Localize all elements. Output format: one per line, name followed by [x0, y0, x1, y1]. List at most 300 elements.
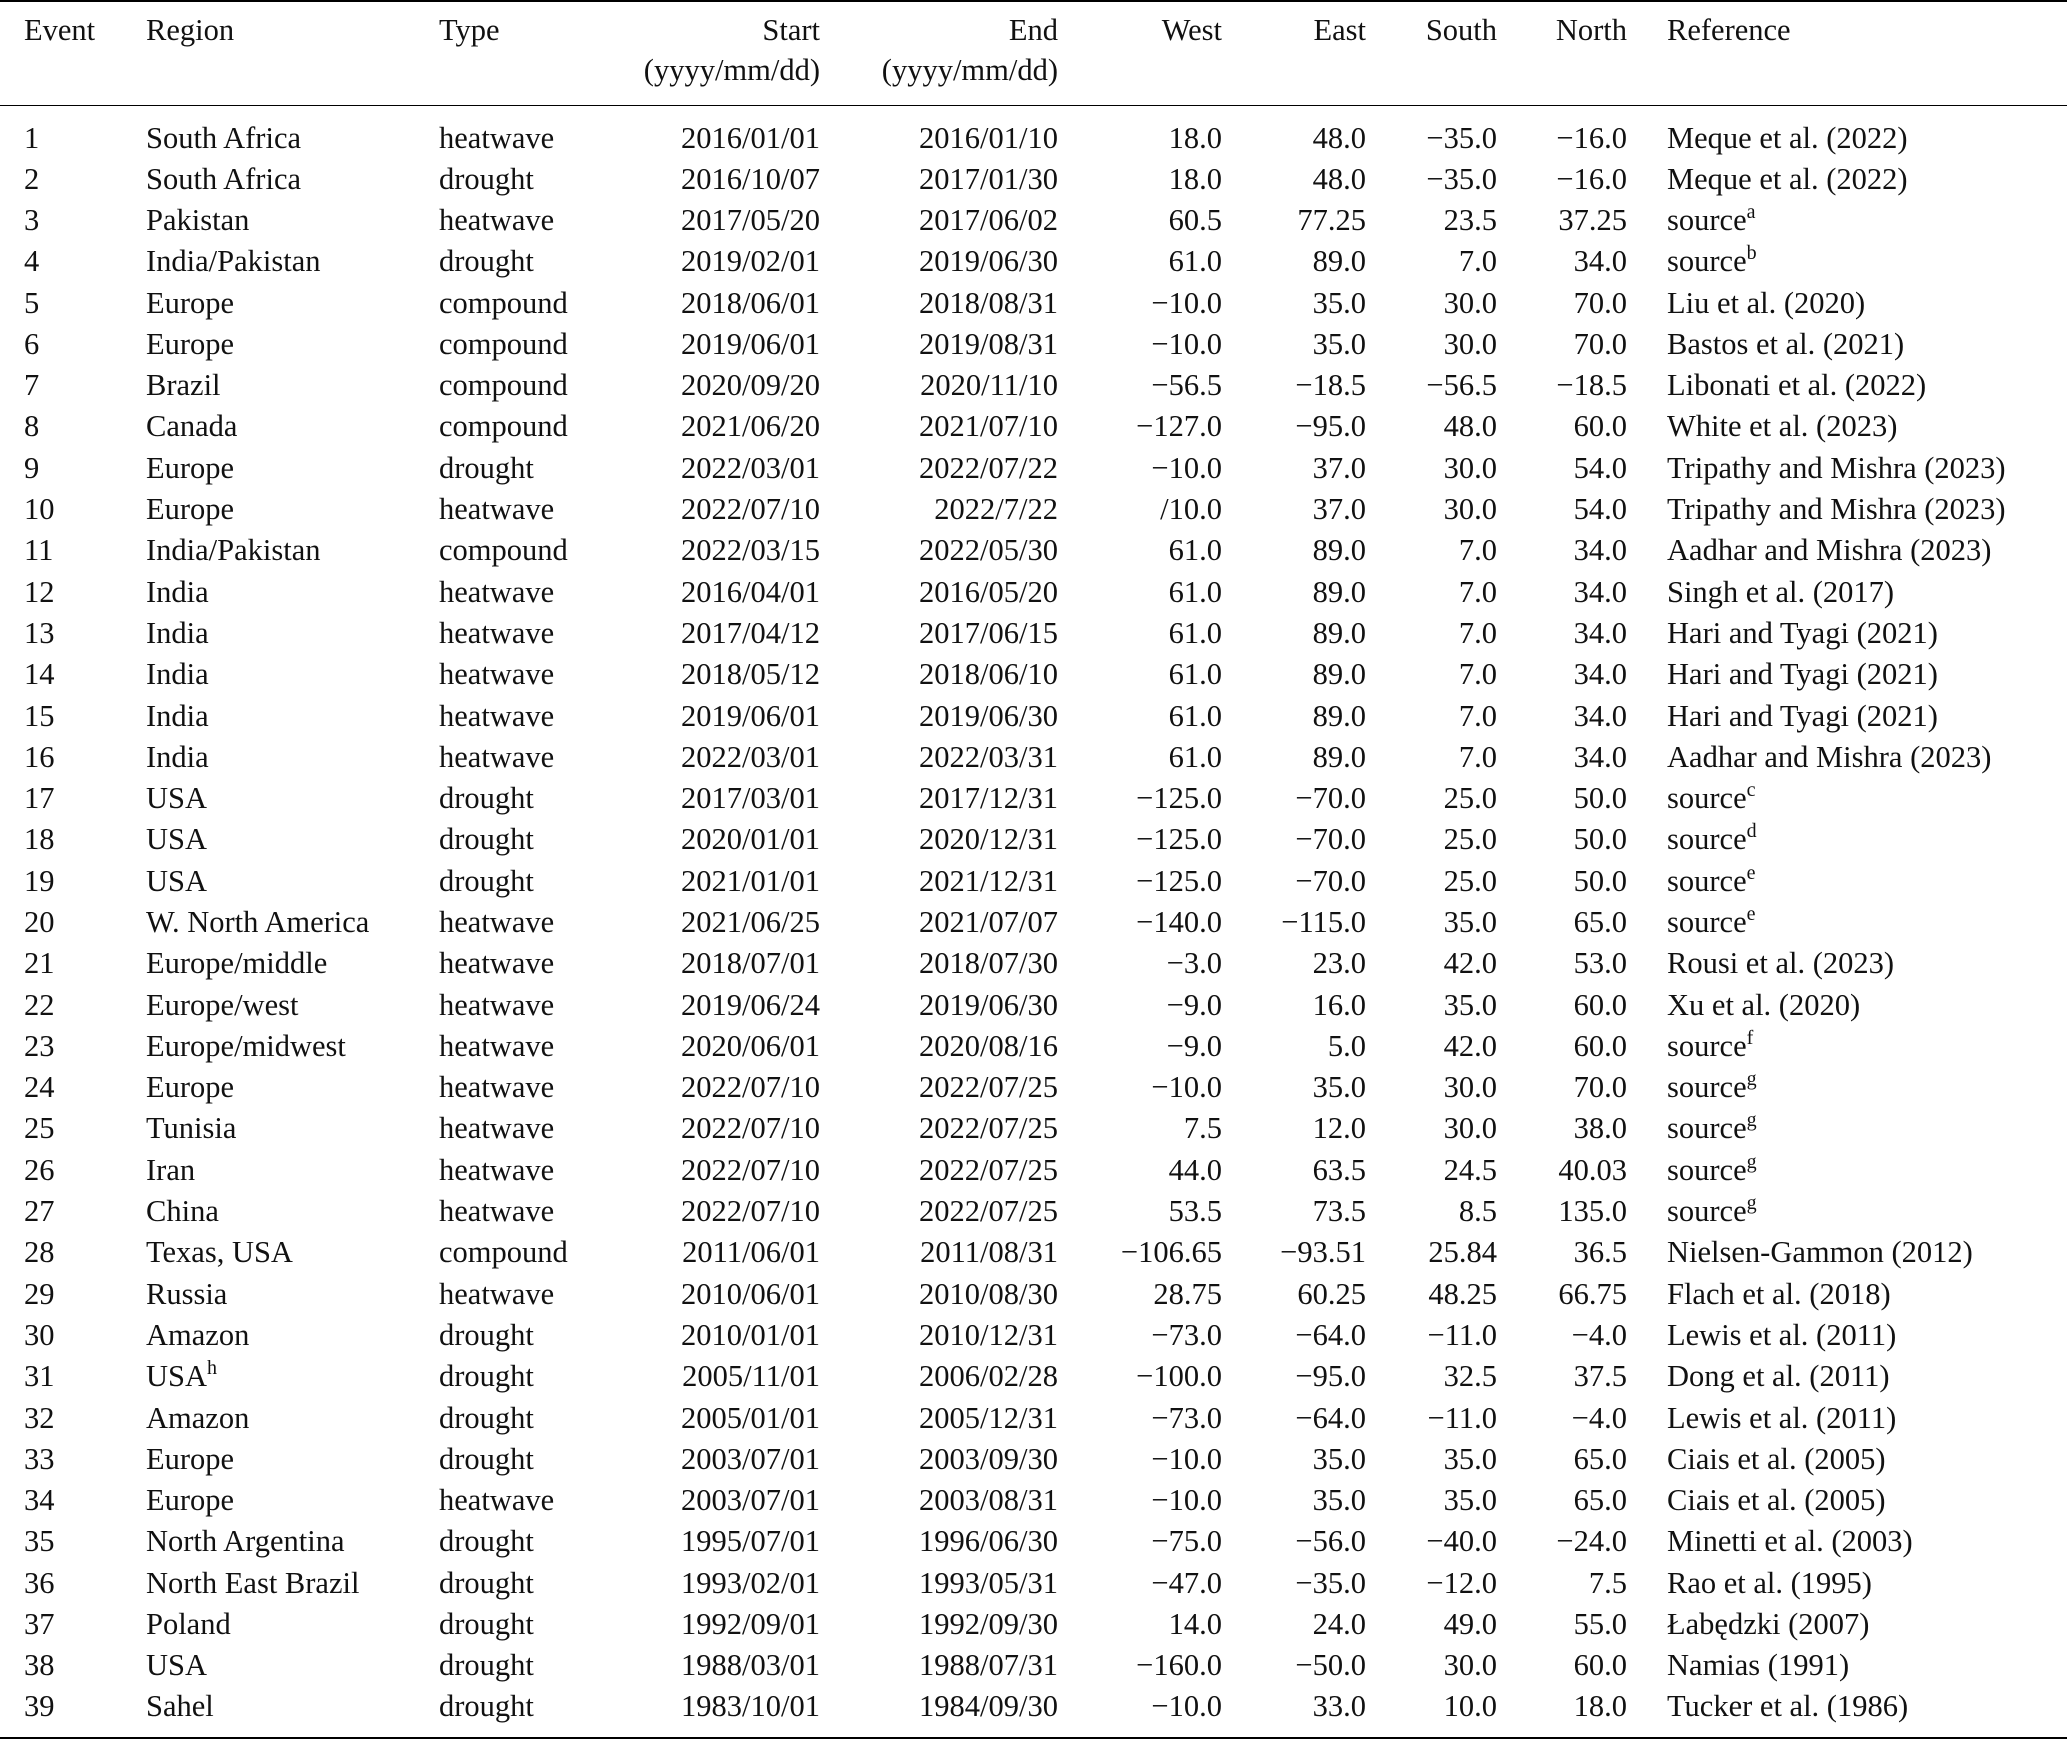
cell-start-text: 2018/07/01: [681, 946, 820, 981]
cell-end-text: 2020/11/10: [920, 368, 1058, 403]
cell-south: [1366, 737, 1497, 778]
cell-south-text: 48.25: [1428, 1276, 1497, 1311]
cell-reference-text: source: [1667, 904, 1747, 939]
cell-region: [146, 1645, 439, 1686]
cell-end-text: 2017/06/02: [919, 202, 1058, 237]
cell-end-text: 2022/7/22: [934, 492, 1058, 527]
cell-reference: [1627, 943, 2067, 984]
cell-end-text: 1988/07/31: [919, 1648, 1058, 1683]
cell-reference: [1627, 365, 2067, 406]
cell-event: [0, 105, 146, 159]
cell-start-text: 2020/09/20: [681, 368, 820, 403]
cell-north: [1497, 861, 1627, 902]
cell-reference: [1627, 1439, 2067, 1480]
cell-type-text: compound: [439, 533, 568, 568]
footnote-marker: g: [1746, 1192, 1757, 1215]
cell-reference-text: source: [1667, 1070, 1747, 1105]
cell-region-text: India: [146, 739, 209, 774]
cell-east: [1222, 1563, 1366, 1604]
cell-region: [146, 365, 439, 406]
cell-east: [1222, 737, 1366, 778]
cell-start: [615, 1191, 820, 1232]
cell-east-text: 89.0: [1312, 698, 1366, 733]
cell-start-text: 1983/10/01: [681, 1689, 820, 1724]
cell-region: [146, 1356, 439, 1397]
cell-west: [1058, 324, 1222, 365]
cell-south: [1366, 1397, 1497, 1438]
cell-north-text: 18.0: [1573, 1689, 1627, 1724]
table-row: [0, 365, 2067, 406]
table-row: [0, 1356, 2067, 1397]
table-row: [0, 1563, 2067, 1604]
cell-north-text: 34.0: [1573, 244, 1627, 279]
table-row: [0, 530, 2067, 571]
cell-south: [1366, 1686, 1497, 1738]
cell-east: [1222, 241, 1366, 282]
cell-end-text: 1996/06/30: [919, 1524, 1058, 1559]
cell-south: [1366, 943, 1497, 984]
cell-event-text: 22: [24, 987, 55, 1022]
cell-north-text: 65.0: [1573, 904, 1627, 939]
cell-type: [439, 241, 615, 282]
cell-start-text: 2016/10/07: [681, 161, 820, 196]
cell-south: [1366, 1067, 1497, 1108]
cell-type-text: drought: [439, 863, 534, 898]
cell-region: [146, 105, 439, 159]
cell-type-text: heatwave: [439, 1194, 555, 1229]
cell-reference: [1627, 159, 2067, 200]
cell-type: [439, 1645, 615, 1686]
cell-south-text: 7.0: [1458, 574, 1497, 609]
cell-start: [615, 1150, 820, 1191]
cell-west: [1058, 1108, 1222, 1149]
cell-east-text: 48.0: [1312, 161, 1366, 196]
cell-event-text: 17: [24, 781, 55, 816]
cell-south: [1366, 1232, 1497, 1273]
cell-type: [439, 1686, 615, 1738]
footnote-marker: g: [1746, 1068, 1757, 1091]
cell-north: [1497, 1026, 1627, 1067]
cell-type: [439, 613, 615, 654]
cell-north: [1497, 1274, 1627, 1315]
cell-event-text: 8: [24, 409, 40, 444]
cell-event-text: 24: [24, 1070, 55, 1105]
cell-north-text: 37.5: [1573, 1359, 1627, 1394]
cell-start-text: 2019/06/01: [681, 698, 820, 733]
cell-event: [0, 1191, 146, 1232]
cell-region: [146, 1563, 439, 1604]
cell-east: [1222, 530, 1366, 571]
cell-type: [439, 1067, 615, 1108]
cell-region: [146, 571, 439, 612]
cell-south-text: 25.0: [1443, 781, 1497, 816]
cell-end-text: 2022/07/25: [919, 1111, 1058, 1146]
cell-region: [146, 159, 439, 200]
cell-event: [0, 695, 146, 736]
cell-type: [439, 654, 615, 695]
cell-south-text: 30.0: [1443, 326, 1497, 361]
cell-south-text: −11.0: [1427, 1400, 1497, 1435]
cell-end-text: 2011/08/31: [920, 1235, 1058, 1270]
cell-reference: [1627, 1067, 2067, 1108]
cell-reference-text: Bastos et al. (2021): [1667, 326, 1905, 361]
cell-east: [1222, 654, 1366, 695]
cell-east-text: 35.0: [1312, 1483, 1366, 1518]
cell-west: [1058, 1604, 1222, 1645]
table-row: [0, 1232, 2067, 1273]
cell-east-text: −70.0: [1295, 822, 1366, 857]
cell-reference: [1627, 1150, 2067, 1191]
cell-region: [146, 695, 439, 736]
cell-south-text: 30.0: [1443, 1070, 1497, 1105]
cell-south-text: 49.0: [1443, 1607, 1497, 1642]
cell-start-text: 2019/02/01: [681, 244, 820, 279]
cell-event-text: 27: [24, 1194, 55, 1229]
cell-type-text: heatwave: [439, 1483, 555, 1518]
cell-east-text: 89.0: [1312, 244, 1366, 279]
table-row: [0, 861, 2067, 902]
header-south: South: [1366, 1, 1497, 105]
cell-reference: [1627, 1315, 2067, 1356]
cell-reference: [1627, 1274, 2067, 1315]
cell-north-text: −18.5: [1556, 368, 1627, 403]
cell-region-text: Sahel: [146, 1689, 214, 1724]
cell-east: [1222, 819, 1366, 860]
cell-west-text: −127.0: [1136, 409, 1222, 444]
cell-type-text: compound: [439, 285, 568, 320]
cell-event: [0, 778, 146, 819]
cell-region: [146, 1026, 439, 1067]
cell-region: [146, 406, 439, 447]
cell-west-text: 14.0: [1168, 1607, 1222, 1642]
cell-north: [1497, 365, 1627, 406]
table-row: [0, 1480, 2067, 1521]
cell-end: [820, 943, 1058, 984]
cell-east: [1222, 1150, 1366, 1191]
cell-north-text: −16.0: [1556, 161, 1627, 196]
cell-type-text: compound: [439, 409, 568, 444]
cell-east: [1222, 1274, 1366, 1315]
cell-reference-text: Hari and Tyagi (2021): [1667, 657, 1938, 692]
cell-event-text: 1: [24, 120, 40, 155]
cell-east: [1222, 1439, 1366, 1480]
footnote-marker: d: [1746, 820, 1757, 843]
table-row: [0, 613, 2067, 654]
cell-type-text: compound: [439, 368, 568, 403]
cell-north-text: 37.25: [1558, 202, 1627, 237]
cell-west-text: −10.0: [1151, 1070, 1222, 1105]
cell-event: [0, 1686, 146, 1738]
cell-type-text: heatwave: [439, 1028, 555, 1063]
cell-west-text: −73.0: [1151, 1400, 1222, 1435]
cell-end-text: 2003/09/30: [919, 1441, 1058, 1476]
cell-event: [0, 1439, 146, 1480]
cell-south: [1366, 861, 1497, 902]
cell-east: [1222, 159, 1366, 200]
cell-west: [1058, 613, 1222, 654]
cell-south: [1366, 1150, 1497, 1191]
cell-west: [1058, 1397, 1222, 1438]
cell-region-text: USA: [146, 822, 208, 857]
cell-region: [146, 1439, 439, 1480]
cell-east-text: 77.25: [1297, 202, 1366, 237]
cell-east-text: −50.0: [1295, 1648, 1366, 1683]
cell-east: [1222, 282, 1366, 323]
cell-type: [439, 406, 615, 447]
cell-start-text: 2022/03/15: [681, 533, 820, 568]
cell-east-text: −70.0: [1295, 863, 1366, 898]
cell-north: [1497, 1686, 1627, 1738]
cell-end: [820, 1521, 1058, 1562]
cell-start-text: 1988/03/01: [681, 1648, 820, 1683]
cell-west: [1058, 105, 1222, 159]
cell-type-text: drought: [439, 1524, 534, 1559]
cell-west-text: 61.0: [1168, 533, 1222, 568]
cell-event-text: 16: [24, 739, 55, 774]
cell-reference-text: source: [1667, 1152, 1747, 1187]
cell-east: [1222, 1645, 1366, 1686]
cell-type: [439, 489, 615, 530]
cell-east-text: −35.0: [1295, 1565, 1366, 1600]
cell-end-text: 1984/09/30: [919, 1689, 1058, 1724]
cell-region: [146, 1067, 439, 1108]
cell-west-text: −10.0: [1151, 326, 1222, 361]
cell-reference-text: Liu et al. (2020): [1667, 285, 1866, 320]
cell-west-text: −47.0: [1151, 1565, 1222, 1600]
cell-north: [1497, 695, 1627, 736]
cell-type-text: heatwave: [439, 574, 555, 609]
cell-end-text: 2005/12/31: [919, 1400, 1058, 1435]
cell-type-text: heatwave: [439, 1152, 555, 1187]
cell-south: [1366, 1191, 1497, 1232]
cell-end: [820, 200, 1058, 241]
cell-event-text: 32: [24, 1400, 55, 1435]
cell-start: [615, 406, 820, 447]
cell-type-text: drought: [439, 781, 534, 816]
table-row: [0, 902, 2067, 943]
cell-region-text: India/Pakistan: [146, 244, 321, 279]
cell-start: [615, 778, 820, 819]
cell-reference: [1627, 406, 2067, 447]
table-row: [0, 571, 2067, 612]
cell-reference-text: Meque et al. (2022): [1667, 120, 1908, 155]
cell-east: [1222, 489, 1366, 530]
cell-start: [615, 1274, 820, 1315]
cell-north-text: 36.5: [1573, 1235, 1627, 1270]
cell-type-text: drought: [439, 1400, 534, 1435]
cell-end-text: 2010/08/30: [919, 1276, 1058, 1311]
cell-west-text: 61.0: [1168, 615, 1222, 650]
cell-start-text: 2017/04/12: [681, 615, 820, 650]
table-row: [0, 737, 2067, 778]
cell-end: [820, 861, 1058, 902]
cell-south: [1366, 489, 1497, 530]
table-row: [0, 1604, 2067, 1645]
cell-north-text: 55.0: [1573, 1607, 1627, 1642]
cell-region: [146, 1108, 439, 1149]
cell-east: [1222, 1397, 1366, 1438]
table-row: [0, 406, 2067, 447]
cell-region-text: Europe: [146, 285, 235, 320]
cell-north: [1497, 1397, 1627, 1438]
cell-end: [820, 159, 1058, 200]
footnote-marker: e: [1746, 861, 1756, 884]
table-row: [0, 1067, 2067, 1108]
cell-type-text: heatwave: [439, 120, 555, 155]
cell-reference: [1627, 737, 2067, 778]
cell-south-text: 35.0: [1443, 1483, 1497, 1518]
cell-reference-text: Rousi et al. (2023): [1667, 946, 1895, 981]
cell-east: [1222, 1191, 1366, 1232]
cell-start: [615, 819, 820, 860]
cell-region-text: India: [146, 657, 209, 692]
cell-west: [1058, 159, 1222, 200]
cell-type-text: compound: [439, 1235, 568, 1270]
cell-type: [439, 1480, 615, 1521]
cell-region-text: India: [146, 615, 209, 650]
cell-end: [820, 1645, 1058, 1686]
cell-start: [615, 1686, 820, 1738]
cell-type-text: heatwave: [439, 698, 555, 733]
cell-start-text: 2020/01/01: [681, 822, 820, 857]
header-start-format: (yyyy/mm/dd): [643, 53, 820, 87]
cell-end: [820, 1150, 1058, 1191]
cell-east-text: 89.0: [1312, 615, 1366, 650]
cell-type-text: heatwave: [439, 1276, 555, 1311]
cell-end-text: 2022/07/25: [919, 1194, 1058, 1229]
cell-north: [1497, 984, 1627, 1025]
cell-event-text: 9: [24, 450, 40, 485]
header-region: Region: [146, 1, 439, 105]
table-row: [0, 1108, 2067, 1149]
cell-region: [146, 530, 439, 571]
cell-event-text: 26: [24, 1152, 55, 1187]
table-row: [0, 943, 2067, 984]
cell-event: [0, 282, 146, 323]
cell-event: [0, 1563, 146, 1604]
cell-event-text: 7: [24, 368, 40, 403]
cell-reference: [1627, 105, 2067, 159]
cell-west: [1058, 902, 1222, 943]
cell-start-text: 2011/06/01: [682, 1235, 820, 1270]
cell-north: [1497, 324, 1627, 365]
cell-north: [1497, 489, 1627, 530]
cell-event-text: 20: [24, 904, 55, 939]
cell-north-text: 38.0: [1573, 1111, 1627, 1146]
cell-reference: [1627, 861, 2067, 902]
cell-reference: [1627, 241, 2067, 282]
cell-region-text: Europe: [146, 326, 235, 361]
cell-type: [439, 778, 615, 819]
cell-event: [0, 1645, 146, 1686]
cell-reference-text: source: [1667, 244, 1747, 279]
cell-start: [615, 984, 820, 1025]
table-row: [0, 159, 2067, 200]
cell-west-text: 61.0: [1168, 657, 1222, 692]
cell-end-text: 1992/09/30: [919, 1607, 1058, 1642]
cell-south-text: 42.0: [1443, 946, 1497, 981]
cell-region-text: North Argentina: [146, 1524, 345, 1559]
cell-start-text: 2021/06/25: [681, 904, 820, 939]
cell-start: [615, 902, 820, 943]
cell-reference-text: Nielsen-Gammon (2012): [1667, 1235, 1973, 1270]
cell-end-text: 2017/06/15: [919, 615, 1058, 650]
header-start: [615, 1, 820, 105]
cell-start-text: 2010/01/01: [681, 1317, 820, 1352]
cell-type: [439, 984, 615, 1025]
cell-reference-text: source: [1667, 1028, 1747, 1063]
cell-event-text: 21: [24, 946, 55, 981]
cell-reference-text: Rao et al. (1995): [1667, 1565, 1872, 1600]
cell-region-text: USA: [146, 1648, 208, 1683]
cell-west: [1058, 448, 1222, 489]
cell-event: [0, 1397, 146, 1438]
cell-region: [146, 448, 439, 489]
cell-east: [1222, 695, 1366, 736]
cell-east-text: 89.0: [1312, 533, 1366, 568]
cell-north: [1497, 1356, 1627, 1397]
cell-event-text: 4: [24, 244, 40, 279]
cell-south: [1366, 1563, 1497, 1604]
cell-start: [615, 1232, 820, 1273]
cell-west-text: 7.5: [1183, 1111, 1222, 1146]
cell-east: [1222, 861, 1366, 902]
table-row: [0, 695, 2067, 736]
cell-reference-text: White et al. (2023): [1667, 409, 1898, 444]
cell-south: [1366, 365, 1497, 406]
cell-type: [439, 448, 615, 489]
cell-reference: [1627, 489, 2067, 530]
header-end-format: (yyyy/mm/dd): [881, 53, 1058, 87]
cell-west: [1058, 654, 1222, 695]
cell-east: [1222, 571, 1366, 612]
cell-end: [820, 1067, 1058, 1108]
cell-reference-text: Aadhar and Mishra (2023): [1667, 739, 1992, 774]
cell-event-text: 35: [24, 1524, 55, 1559]
cell-end: [820, 1439, 1058, 1480]
footnote-marker: a: [1746, 200, 1756, 223]
cell-south: [1366, 571, 1497, 612]
table-row: [0, 1686, 2067, 1738]
cell-type-text: heatwave: [439, 946, 555, 981]
cell-north: [1497, 241, 1627, 282]
cell-event: [0, 1108, 146, 1149]
cell-start: [615, 159, 820, 200]
cell-type-text: heatwave: [439, 492, 555, 527]
cell-west: [1058, 571, 1222, 612]
cell-north: [1497, 613, 1627, 654]
cell-end-text: 2018/06/10: [919, 657, 1058, 692]
cell-south: [1366, 324, 1497, 365]
cell-type-text: drought: [439, 1565, 534, 1600]
cell-north: [1497, 1563, 1627, 1604]
cell-east-text: 37.0: [1312, 492, 1366, 527]
cell-west-text: 61.0: [1168, 739, 1222, 774]
cell-start-text: 2020/06/01: [681, 1028, 820, 1063]
cell-start-text: 2003/07/01: [681, 1483, 820, 1518]
cell-end: [820, 448, 1058, 489]
cell-start: [615, 654, 820, 695]
cell-south: [1366, 1108, 1497, 1149]
cell-west: [1058, 1191, 1222, 1232]
cell-event: [0, 241, 146, 282]
cell-south-text: 25.0: [1443, 822, 1497, 857]
cell-east-text: 48.0: [1312, 120, 1366, 155]
cell-south: [1366, 695, 1497, 736]
cell-south-text: 42.0: [1443, 1028, 1497, 1063]
cell-west-text: −125.0: [1136, 822, 1222, 857]
cell-west-text: −73.0: [1151, 1317, 1222, 1352]
